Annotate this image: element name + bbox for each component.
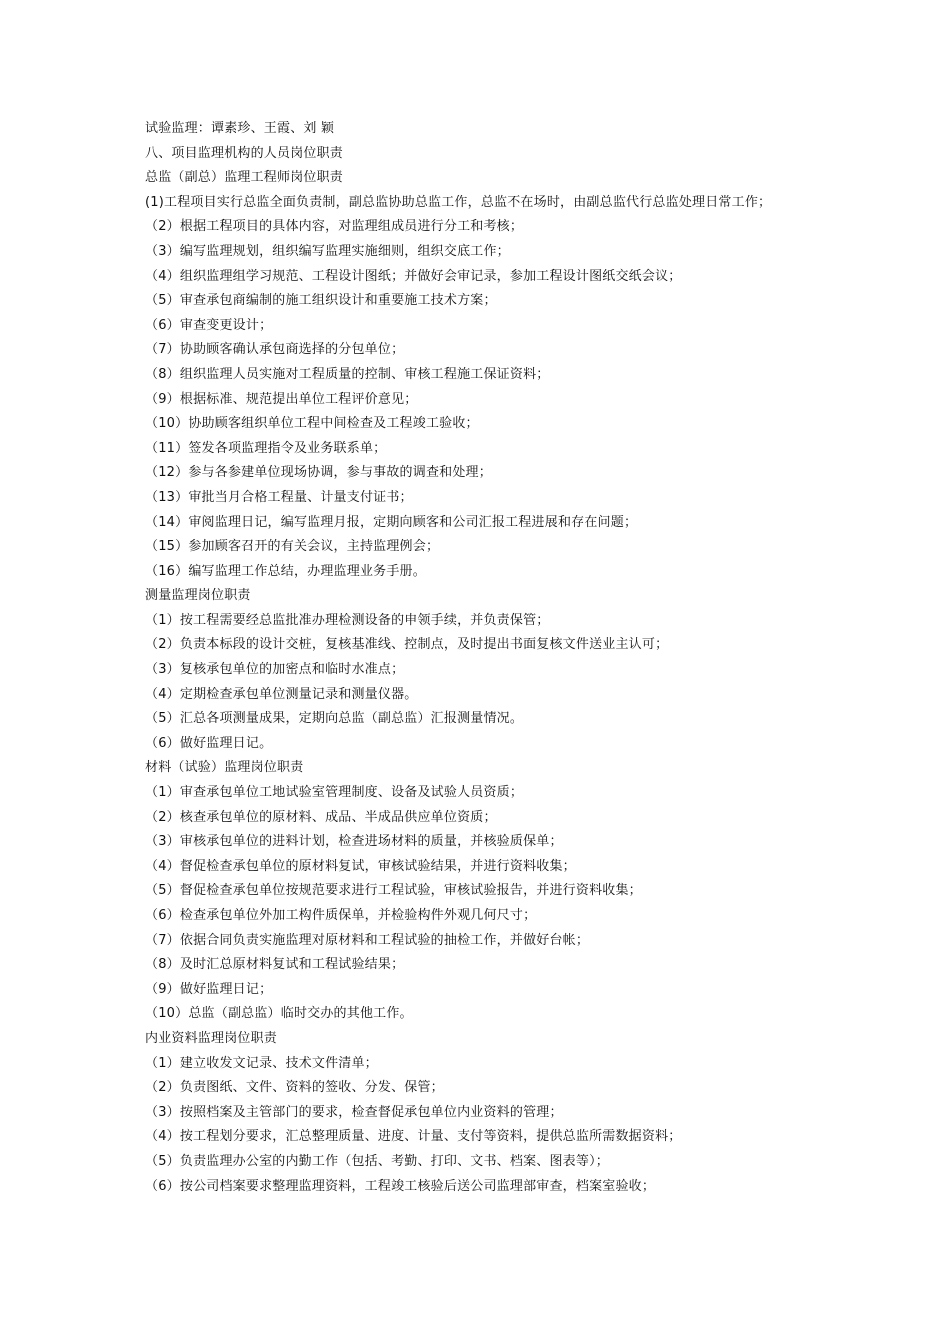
duty-item: （4）组织监理组学习规范、工程设计图纸；并做好会审记录，参加工程设计图纸交纸会议；: [145, 268, 682, 284]
duty-item: （4）督促检查承包单位的原材料复试，审核试验结果，并进行资料收集；: [145, 858, 576, 874]
duty-item: （1）审查承包单位工地试验室管理制度、设备及试验人员资质；: [145, 785, 524, 801]
section-heading: 八、项目监理机构的人员岗位职责: [145, 145, 344, 161]
duty-item: （6）审查变更设计；: [145, 317, 273, 333]
duty-item: （10）协助顾客组织单位工程中间检查及工程竣工验收；: [145, 416, 479, 432]
role-heading-survey: 测量监理岗位职责: [145, 588, 251, 604]
role-heading-materials: 材料（试验）监理岗位职责: [145, 760, 304, 776]
duty-item: （6）按公司档案要求整理监理资料，工程竣工核验后送公司监理部审查，档案室验收；: [145, 1178, 656, 1194]
duty-item: （6）检查承包单位外加工构件质保单，并检验构件外观几何尺寸；: [145, 908, 537, 923]
duty-item: （8）及时汇总原材料复试和工程试验结果；: [145, 957, 405, 973]
duty-item: （14）审阅监理日记，编写监理月报，定期向顾客和公司汇报工程进展和存在问题；: [145, 514, 638, 530]
duty-item: （8）组织监理人员实施对工程质量的控制、审核工程施工保证资料；: [145, 366, 550, 382]
duty-item: （5）督促检查承包单位按规范要求进行工程试验，审核试验报告，并进行资料收集；: [145, 883, 642, 899]
duty-item: （3）复核承包单位的加密点和临时水准点；: [145, 662, 405, 678]
duty-item: （2）核查承包单位的原材料、成品、半成品供应单位资质；: [145, 809, 497, 825]
duty-item: （2）负责图纸、文件、资料的签收、分发、保管；: [145, 1080, 444, 1096]
duty-item: （2）根据工程项目的具体内容，对监理组成员进行分工和考核；: [145, 219, 524, 235]
duty-item: （7）协助顾客确认承包商选择的分包单位；: [145, 342, 405, 358]
role-heading-chief: 总监（副总）监理工程师岗位职责: [145, 170, 344, 186]
document-body: [145, 117, 825, 1199]
duty-item: （1）建立收发文记录、技术文件清单；: [145, 1055, 378, 1071]
duty-item: （13）审批当月合格工程量、计量支付证书；: [145, 489, 413, 505]
duty-item: （4）定期检查承包单位测量记录和测量仪器。: [145, 686, 418, 702]
duty-item: （5）负责监理办公室的内勤工作（包括、考勤、打印、文书、档案、图表等）；: [145, 1153, 609, 1169]
duty-item: （6）做好监理日记。: [145, 735, 273, 751]
duty-item: （3）审核承包单位的进料计划，检查进场材料的质量，并核验质保单；: [145, 834, 563, 850]
duty-item: （4）按工程划分要求，汇总整理质量、进度、计量、支付等资料，提供总监所需数据资料；: [145, 1129, 682, 1145]
duty-item: （3）编写监理规划，组织编写监理实施细则，组织交底工作；: [145, 243, 510, 259]
staff-line: 试验监理：谭素珍、王霞、刘 颖: [145, 121, 335, 136]
duty-item: （10）总监（副总监）临时交办的其他工作。: [145, 1006, 413, 1022]
duty-item: （9）做好监理日记；: [145, 981, 273, 997]
duty-item: （11）签发各项监理指令及业务联系单；: [145, 440, 387, 456]
duty-item: （15）参加顾客召开的有关会议，主持监理例会；: [145, 539, 440, 555]
duty-item: （5）审查承包商编制的施工组织设计和重要施工技术方案；: [145, 293, 497, 309]
duty-item: （3）按照档案及主管部门的要求，检查督促承包单位内业资料的管理；: [145, 1104, 563, 1120]
duty-item: （2）负责本标段的设计交桩，复核基准线、控制点，及时提出书面复核文件送业主认可；: [145, 637, 669, 653]
duty-item: (1)工程项目实行总监全面负责制，副总监协助总监工作，总监不在场时，由副总监代行总监处理日常工作；: [145, 194, 772, 210]
role-heading-records: 内业资料监理岗位职责: [145, 1030, 278, 1046]
duty-item: （9）根据标准、规范提出单位工程评价意见；: [145, 391, 418, 407]
duty-item: （5）汇总各项测量成果，定期向总监（副总监）汇报测量情况。: [145, 711, 524, 727]
duty-item: （16）编写监理工作总结，办理监理业务手册。: [145, 563, 426, 579]
duty-item: （7）依据合同负责实施监理对原材料和工程试验的抽检工作，并做好台帐；: [145, 932, 590, 948]
duty-item: （1）按工程需要经总监批准办理检测设备的申领手续，并负责保管；: [145, 612, 550, 628]
duty-item: （12）参与各参建单位现场协调，参与事故的调查和处理；: [145, 465, 492, 481]
